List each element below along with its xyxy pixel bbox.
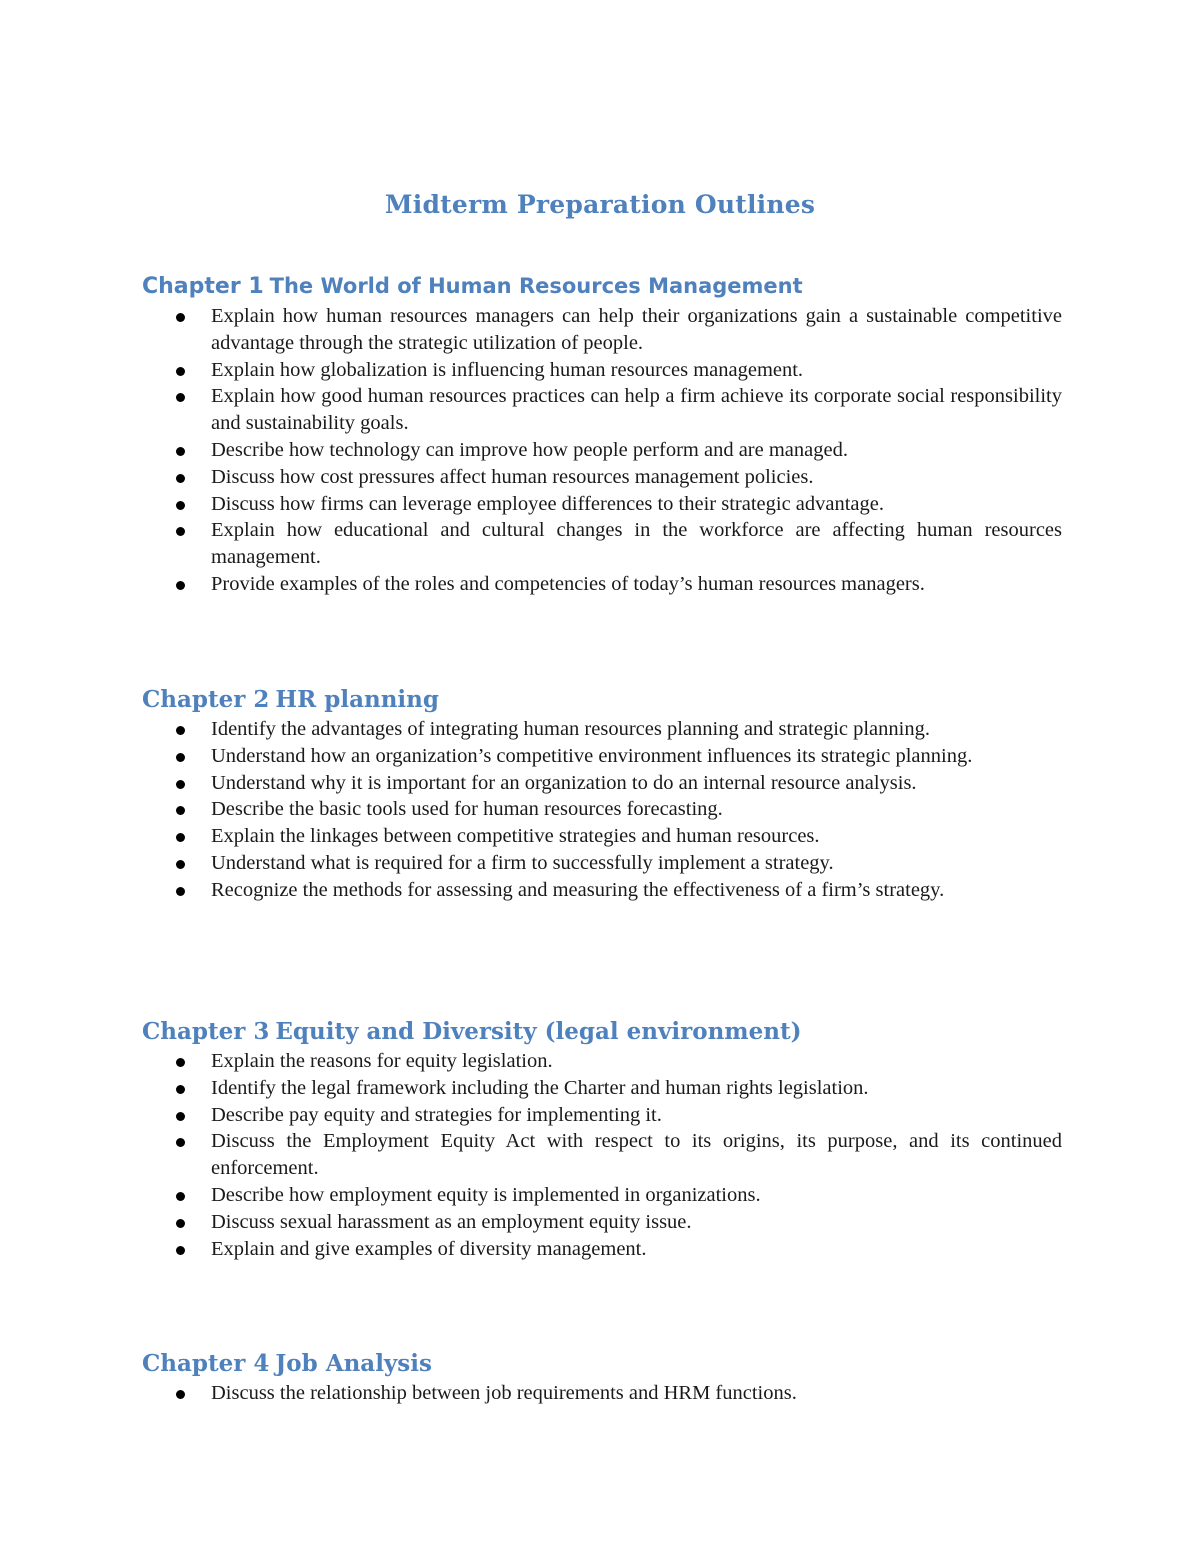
list-item [142,491,1062,518]
list-item [142,1236,1062,1263]
chapter-4-number: Chapter 4 [142,1350,270,1377]
bullet-icon [176,313,185,322]
list-item [142,850,1062,877]
chapter-1-heading [142,270,1062,303]
chapter-4-list [142,1380,1062,1407]
document-title: Midterm Preparation Outlines [384,190,816,219]
list-item-text: Discuss how cost pressures affect human resources management policies. [211,465,814,488]
list-item-text: Identify the advantages of integrating human resources planning and strategic planning. [211,718,930,740]
bullet-icon [176,1219,185,1228]
bullet-icon [176,474,185,483]
list-item-text: Describe pay equity and strategies for implementing it. [211,1103,662,1126]
list-item-text: Provide examples of the roles and competencies of today’s human resources managers. [211,572,925,595]
chapter-4-title: Job Analysis [275,1350,432,1377]
chapter-2-section [142,684,1062,904]
bullet-icon [176,501,185,510]
list-item-text: Identify the legal framework including the Charter and human rights legislation. [211,1076,869,1099]
chapter-3-number: Chapter 3 [142,1018,270,1045]
bullet-icon [176,393,185,402]
bullet-icon [176,367,185,376]
list-item [142,303,1062,357]
bullet-icon [176,1192,185,1201]
list-item [142,357,1062,384]
chapter-3-section [142,1016,1062,1262]
list-item [142,517,1062,571]
list-item-text: Discuss sexual harassment as an employment equity issue. [211,1210,692,1233]
bullet-icon [176,780,185,789]
chapter-3-title: Equity and Diversity (legal environment) [275,1018,802,1045]
bullet-icon [176,1390,185,1399]
chapter-3-heading [142,1016,1062,1048]
chapter-2-number: Chapter 2 [142,686,270,713]
bullet-icon [176,447,185,456]
bullet-icon [176,726,185,735]
list-item [142,1128,1062,1182]
list-item-text: Understand how an organization’s competitive environment influences its strategic planning. [211,744,973,767]
list-item [142,770,1062,797]
chapter-2-list [142,716,1062,904]
list-item-text: Explain how educational and cultural changes in the workforce are affecting human resources management. [211,519,1062,569]
list-item-text: Discuss the relationship between job requirements and HRM functions. [211,1382,797,1404]
chapter-1-title: The World of Human Resources Management [269,274,803,298]
chapter-1-list [142,303,1062,598]
list-item [142,1048,1062,1075]
bullet-icon [176,1246,185,1255]
list-item-text: Describe how technology can improve how people perform and are managed. [211,438,848,461]
list-item-text: Recognize the methods for assessing and measuring the effectiveness of a firm’s strategy. [211,878,945,901]
list-item-text: Describe the basic tools used for human resources forecasting. [211,798,723,821]
bullet-icon [176,1085,185,1094]
list-item [142,877,1062,904]
list-item [142,571,1062,598]
bullet-icon [176,753,185,762]
bullet-icon [176,581,185,590]
list-item [142,743,1062,770]
bullet-icon [176,860,185,869]
list-item-text: Understand why it is important for an organization to do an internal resource analysis. [211,771,917,794]
list-item [142,1380,1062,1407]
list-item [142,1209,1062,1236]
list-item [142,796,1062,823]
chapter-4-section [142,1348,1062,1407]
bullet-icon [176,833,185,842]
chapter-2-title: HR planning [275,686,439,713]
bullet-icon [176,1058,185,1067]
list-item [142,464,1062,491]
chapter-2-heading [142,684,1062,716]
bullet-icon [176,806,185,815]
bullet-icon [176,887,185,896]
list-item [142,383,1062,437]
chapter-1-number: Chapter 1 [142,274,264,299]
list-item-text: Explain how human resources managers can help their organizations gain a sustainable competitive advantage through the strategic utilization of people. [211,305,1062,354]
list-item-text: Explain the reasons for equity legislation. [211,1050,553,1072]
chapter-4-heading [142,1348,1062,1380]
list-item-text: Understand what is required for a firm to successfully implement a strategy. [211,851,834,874]
list-item-text: Describe how employment equity is implemented in organizations. [211,1183,761,1206]
list-item [142,437,1062,464]
list-item [142,1102,1062,1129]
list-item-text: Explain how good human resources practices can help a firm achieve its corporate social responsibility and sustainability goals. [211,385,1062,435]
list-item [142,1075,1062,1102]
chapter-1-section [142,270,1062,598]
list-item-text: Discuss how firms can leverage employee differences to their strategic advantage. [211,492,885,515]
bullet-icon [176,1138,185,1147]
list-item-text: Explain how globalization is influencing human resources management. [211,358,804,381]
chapter-3-list [142,1048,1062,1262]
list-item [142,1182,1062,1209]
list-item-text: Explain and give examples of diversity management. [211,1237,647,1260]
bullet-icon [176,1112,185,1121]
list-item [142,823,1062,850]
list-item [142,716,1062,743]
list-item-text: Discuss the Employment Equity Act with respect to its origins, its purpose, and its continued enforcement. [211,1130,1062,1180]
bullet-icon [176,527,185,536]
list-item-text: Explain the linkages between competitive strategies and human resources. [211,825,820,848]
